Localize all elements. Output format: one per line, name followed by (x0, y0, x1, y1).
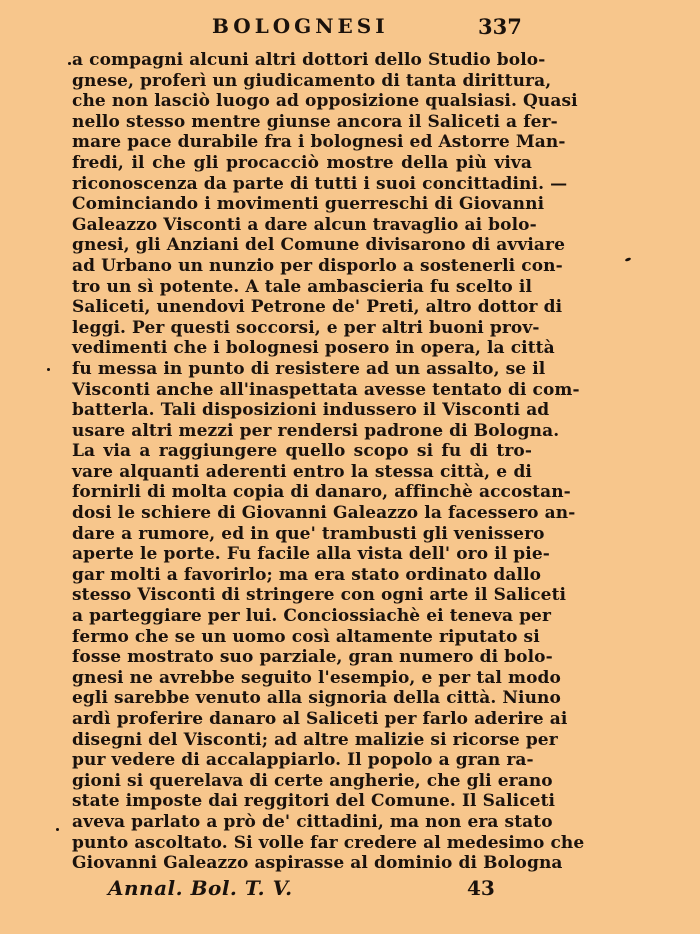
text-line: gnesi, gli Anziani del Comune divisarono di avviare (72, 235, 566, 256)
text-line: Galeazzo Visconti a dare alcun travaglio ai bolo- (72, 214, 537, 235)
ink-speck (47, 368, 50, 371)
signature-mark: Annal. Bol. T. V. (108, 876, 293, 900)
text-line: a parteggiare per lui. Conciossiachè ei teneva per (72, 606, 552, 627)
text-line: nello stesso mentre giunse ancora il Saliceti a fer- (72, 111, 558, 132)
text-line: gar molti a favorirlo; ma era stato ordinato dallo (72, 564, 542, 585)
text-line: fu messa in punto di resistere ad un assalto, se il (72, 358, 546, 379)
text-line: a compagni alcuni altri dottori dello Studio bolo- (72, 50, 546, 70)
text-line: tro un sì potente. A tale ambascieria fu scelto il (72, 276, 532, 297)
text-line: disegni del Visconti; ad altre malizie si ricorse per (72, 729, 558, 750)
text-line: gioni si querelava di certe angherie, che gli erano (72, 770, 553, 791)
ink-speck (68, 62, 71, 65)
text-line: ardì proferire danaro al Saliceti per farlo aderire ai (72, 709, 568, 729)
text-line: fornirli di molta copia di danaro, affinchè accostan- (72, 482, 571, 503)
running-head: BOLOGNESI (212, 14, 389, 38)
gathering-number: 43 (467, 876, 495, 900)
text-line: mare pace durabile fra i bolognesi ed Astorre Man- (72, 132, 566, 153)
text-line: aveva parlato a prò de' cittadini, ma non era stato (72, 811, 553, 832)
page-number: 337 (478, 14, 522, 39)
text-line: dare a rumore, ed in que' trambusti gli venissero (72, 523, 545, 544)
text-line: egli sarebbe venuto alla signoria della città. Niuno (72, 688, 561, 709)
text-line: Giovanni Galeazzo aspirasse al dominio di Bologna (72, 853, 563, 874)
text-line: fredi, il che gli procacciò mostre della più viva (72, 152, 532, 173)
text-line: Visconti anche all'inaspettata avesse tentato di com- (72, 379, 580, 400)
text-line: state imposte dai reggitori del Comune. Il Saliceti (72, 791, 556, 812)
text-line: batterla. Tali disposizioni indussero il Visconti ad (72, 400, 550, 421)
text-line: fermo che se un uomo così altamente riputato si (72, 626, 540, 647)
body-text (72, 50, 585, 874)
text-line: gnese, proferì un giudicamento di tanta dirittura, (72, 70, 552, 91)
text-line: che non lasciò luogo ad opposizione qualsiasi. Quasi (72, 91, 578, 112)
text-line: vare alquanti aderenti entro la stessa città, e di (72, 461, 532, 482)
text-line: fosse mostrato suo parziale, gran numero di bolo- (72, 647, 553, 668)
text-line: usare altri mezzi per rendersi padrone di Bologna. (72, 420, 560, 441)
ink-speck (625, 257, 632, 262)
text-line: ad Urbano un nunzio per disporlo a sostenerli con- (72, 255, 563, 276)
text-line: Cominciando i movimenti guerreschi di Giovanni (72, 194, 545, 215)
text-line: vedimenti che i bolognesi posero in opera, la città (72, 338, 555, 359)
text-line: punto ascoltato. Si volle far credere al medesimo che (72, 832, 585, 853)
text-line: riconoscenza da parte di tutti i suoi concittadini. — (72, 173, 568, 194)
text-line: gnesi ne avrebbe seguito l'esempio, e per tal modo (72, 667, 561, 688)
text-line: La via a raggiungere quello scopo si fu di tro- (72, 441, 532, 462)
text-line: leggi. Per questi soccorsi, e per altri buoni prov- (72, 317, 540, 338)
text-line: stesso Visconti di stringere con ogni arte il Saliceti (72, 585, 567, 606)
text-line: dosi le schiere di Giovanni Galeazzo la facessero an- (72, 503, 576, 524)
text-line: aperte le porte. Fu facile alla vista dell' oro il pie- (72, 544, 550, 565)
ink-speck (56, 828, 59, 831)
text-line: Saliceti, unendovi Petrone de' Preti, altro dottor di (72, 297, 563, 318)
text-line: pur vedere di accalappiarlo. Il popolo a gran ra- (72, 750, 534, 771)
page-header (0, 10, 700, 42)
page-footer (0, 874, 700, 904)
